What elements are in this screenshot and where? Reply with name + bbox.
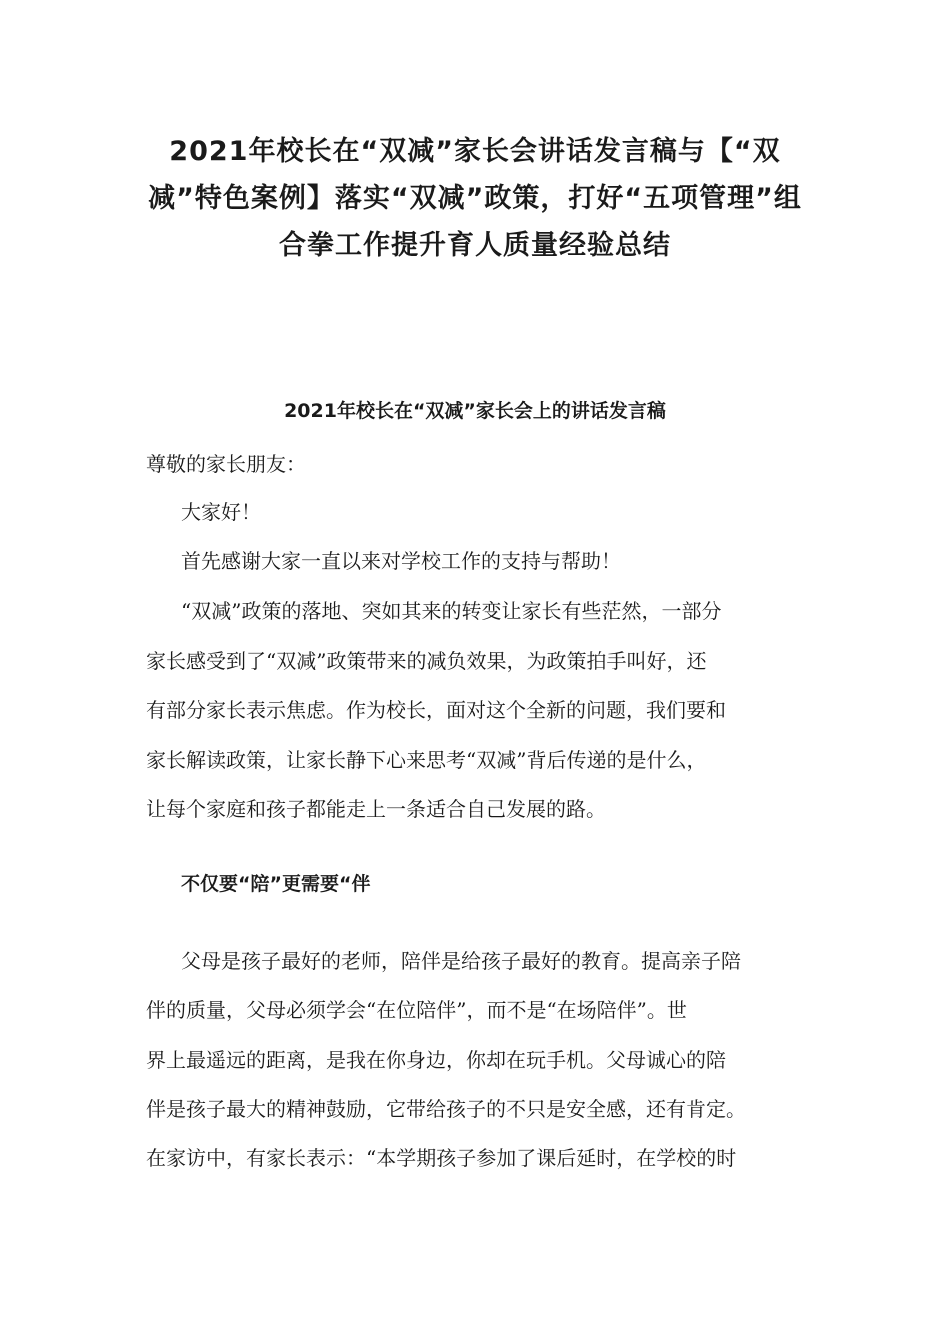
paragraph-line: 界上最遥远的距离，是我在你身边，你却在玩手机。父母诚心的陪 bbox=[146, 1048, 726, 1072]
paragraph-line: 在家访中，有家长表示：“本学期孩子参加了课后延时，在学校的时 bbox=[146, 1146, 737, 1170]
paragraph-line: 让每个家庭和孩子都能走上一条适合自己发展的路。 bbox=[146, 797, 606, 821]
section-title: 2021年校长在“双减”家长会上的讲话发言稿 bbox=[284, 400, 666, 422]
thanks-line: 首先感谢大家一直以来对学校工作的支持与帮助！ bbox=[181, 549, 621, 573]
subheading: 不仅要“陪”更需要“伴 bbox=[181, 873, 371, 895]
paragraph-line: 有部分家长表示焦虑。作为校长，面对这个全新的问题，我们要和 bbox=[146, 698, 726, 722]
salutation: 尊敬的家长朋友： bbox=[146, 452, 306, 476]
paragraph-line: 家长感受到了“双减”政策带来的减负效果，为政策拍手叫好，还 bbox=[146, 649, 707, 673]
paragraph-line: 家长解读政策，让家长静下心来思考“双减”背后传递的是什么， bbox=[146, 748, 707, 772]
paragraph-line: “双减”政策的落地、突如其来的转变让家长有些茫然，一部分 bbox=[181, 599, 722, 623]
document-title: 2021年校长在“双减”家长会讲话发言稿与【“双减”特色案例】落实“双减”政策，打好“五项管理”组合拳工作提升育人质量经验总结 bbox=[148, 136, 802, 261]
greeting: 大家好！ bbox=[181, 500, 261, 524]
paragraph-line: 伴是孩子最大的精神鼓励，它带给孩子的不只是安全感，还有肯定。 bbox=[146, 1097, 746, 1121]
paragraph-line: 伴的质量，父母必须学会“在位陪伴”，而不是“在场陪伴”。世 bbox=[146, 998, 687, 1022]
paragraph-line: 父母是孩子最好的老师，陪伴是给孩子最好的教育。提高亲子陪 bbox=[181, 949, 741, 973]
